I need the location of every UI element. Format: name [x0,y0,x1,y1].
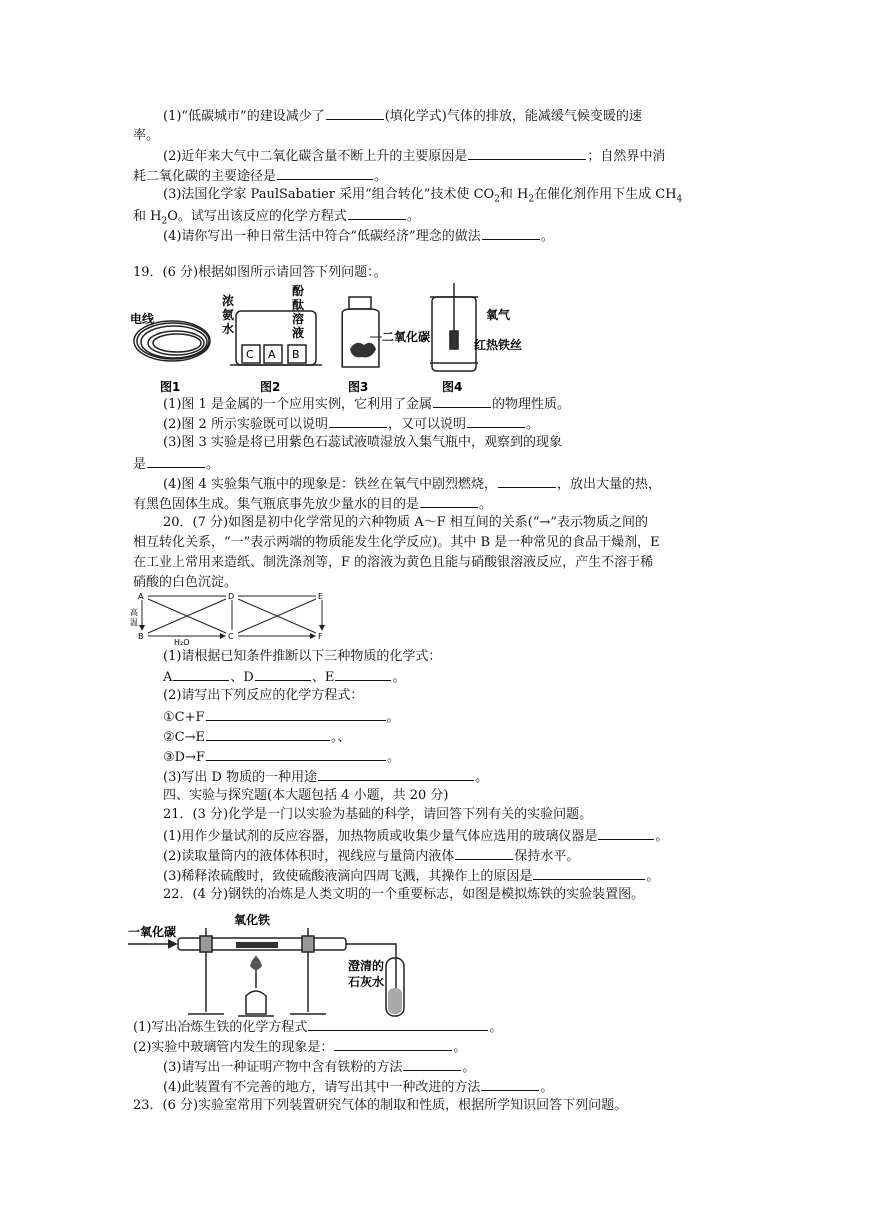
q19-part3-line1 [163,434,562,452]
q19-p4-text-b: ，放出大量的热， [556,477,661,492]
q21-p2-text-a: (2)读取量筒内的液体体积时，视线应与量筒内液体 [163,849,455,864]
section-4-heading [163,787,449,805]
q20-sub3 [163,767,488,787]
phenol-label-2: 酞 [292,298,305,312]
q20-text-3: 在工业上常用来造纸、制洗涤剂等，F 的溶液为黄色且能与硝酸银溶液反应，产生不溶于稀 [133,555,654,570]
flame [250,957,262,970]
fig1-caption: 图1 [160,380,181,394]
q23-title-text: 23．(6 分)实验室常用下列装置研究气体的制取和性质，根据所学知识回答下列问题。 [133,1098,628,1113]
q20-line3 [133,554,653,572]
answer-blank[interactable] [533,866,645,880]
q20-relation-diagram [130,590,335,646]
label-d: 、D [230,670,254,685]
answer-blank[interactable] [468,146,586,160]
q22-part4 [163,1077,553,1097]
q18-p2-text-a: (2)近年来大气中二氧化碳含量不断上升的主要原因是 [163,149,468,164]
node-c: C [228,632,234,641]
q19-p3-text-a: (3)图 3 实验是将已用紫色石蕊试液喷湿放入集气瓶中，观察到的现象 [163,435,562,450]
answer-blank-e[interactable] [335,667,391,681]
subscript: 2 [528,194,535,205]
answer-blank[interactable] [455,846,513,860]
q18-part2-line1 [163,146,665,166]
q19-p1-text-b: 的物理性质。 [491,397,570,412]
fig3-caption: 图3 [348,380,369,394]
q19-p4-text-d: 。 [479,497,493,512]
wire-label: 电线 [130,312,155,326]
limewater-label-1: 澄清的 [348,959,385,973]
alcohol-lamp [246,991,266,1014]
answer-blank[interactable] [318,767,474,781]
answer-blank[interactable] [147,454,205,468]
answer-blank[interactable] [334,1037,452,1051]
q19-part4-line2 [133,494,492,514]
answer-blank[interactable] [326,106,384,120]
q22-p3-text-b: 。 [462,1060,476,1075]
subscript: 4 [676,194,683,205]
q20-s3-text: (3)写出 D 物质的一种用途 [163,770,318,785]
q18-p3-text-d: 和 H [133,209,162,224]
q20-sub1-answers [163,667,405,687]
q19-p4-text-c: 有黑色固体生成。集气瓶底事先放少量水的目的是 [133,497,420,512]
q18-part2-line2 [133,166,387,186]
answer-blank[interactable] [329,414,387,428]
q21-part3 [163,866,659,886]
bell-jar-figure [230,311,322,365]
node-f: F [318,632,323,641]
q21-title-text: 21．(3 分)化学是一门以实验为基础的科学，请回答下列有关的实验问题。 [163,807,593,822]
q21-p1-text-b: 。 [655,829,669,844]
beaker-c-label: C [246,348,254,361]
phenol-label-3: 溶 [292,312,305,326]
q18-p3-text-c: 在催化剂作用下生成 CH [534,187,677,202]
co-label: 一氧化碳 [128,925,177,939]
q20-line2 [133,534,660,552]
reaction-2-label: ②C→E [163,730,205,745]
q21-part1 [163,826,668,846]
co2-label: 二氧化碳 [382,330,431,344]
q22-iron-smelting-apparatus [128,904,418,1022]
node-b: B [138,632,144,641]
q22-p2-text-a: (2)实验中玻璃管内发生的现象是： [133,1040,334,1055]
answer-blank[interactable] [467,414,525,428]
ammonia-label-2: 氨 [222,308,235,322]
q18-p3-text-e: O。试写出该反应的化学方程式 [167,209,347,224]
reaction-3-label: ③D→F [163,750,205,765]
label-e: 、E [311,670,335,685]
fig4-caption: 图4 [442,380,463,394]
q18-p1-text-b: (填化学式)气体的排放，能减缓气候变暖的速 [384,109,642,124]
period: 。 [392,670,406,685]
q18-p3-text-a: (3)法国化学家 PaulSabatier 采用“组合转化”技术使 CO [163,187,495,202]
node-a: A [138,592,144,601]
ammonia-label-3: 水 [222,322,235,336]
iron-oxide-label: 氧化铁 [234,913,271,927]
fig2-caption: 图2 [260,380,281,394]
q21-part2 [163,846,579,866]
answer-blank[interactable] [498,474,556,488]
period: 。、 [330,730,351,745]
q21-p2-text-b: 保持水平。 [514,849,580,864]
q19-title [133,264,387,282]
reaction-1-label: ①C+F [163,710,205,725]
q20-line1 [163,514,648,532]
combustion-jar-figure [430,283,478,371]
q20-s2-text: (2)请写出下列反应的化学方程式： [163,688,364,703]
clamp-right [302,936,314,952]
label-a: A [163,670,173,685]
q22-p1-text-a: (1)写出冶炼生铁的化学方程式 [133,1020,308,1035]
answer-blank[interactable] [482,226,540,240]
node-e: E [318,592,324,601]
answer-blank[interactable] [403,1057,461,1071]
wire-coil-figure [134,321,210,361]
q19-p2-text-b: ，又可以说明 [387,417,466,432]
phenol-label-4: 液 [292,326,305,340]
flower-shape [350,343,376,358]
q19-part4-line1 [163,474,661,494]
node-d: D [228,592,235,601]
subscript: 2 [494,194,500,205]
q18-p2-text-d: 。 [374,169,388,184]
q22-p4-text-b: 。 [540,1080,554,1095]
q22-p4-text-a: (4)此装置有不完善的地方，请写出其中一种改进的方法 [163,1080,481,1095]
q20-text-1: 20．(7 分)如图是初中化学常见的六种物质 A～F 相互间的关系(“→”表示物质之间的 [163,515,649,530]
section-4-text: 四、实验与探究题(本大题包括 4 小题，共 20 分) [163,788,449,803]
q22-part2 [133,1037,466,1057]
q22-p3-text-a: (3)请写出一种证明产物中含有铁粉的方法 [163,1060,403,1075]
q20-reaction2 [163,727,351,747]
clamp-left [200,936,212,952]
q19-p3-text-b: 是 [133,457,147,472]
q22-title [163,886,644,904]
q21-p3-text-b: 。 [646,869,660,884]
q22-p2-text-b: 。 [453,1040,467,1055]
q21-p3-text-a: (3)稀释浓硫酸时，致使硫酸液滴向四周飞溅，其操作上的原因是 [163,869,533,884]
q19-p1-text-a: (1)图 1 是金属的一个应用实例，它利用了金属 [163,397,432,412]
q20-s1-text: (1)请根据已知条件推断以下三种物质的化学式： [163,649,442,664]
q23-title [133,1097,627,1115]
q19-p2-text-c: 。 [525,417,539,432]
q19-p2-text-a: (2)图 2 所示实验既可以说明 [163,417,328,432]
subscript: 2 [161,216,168,227]
label-h2o: H₂O [174,638,190,646]
answer-blank-a[interactable] [173,667,229,681]
answer-blank-d[interactable] [255,667,311,681]
answer-blank[interactable] [420,494,478,508]
q20-reaction3 [163,747,400,767]
beaker-a-label: A [268,348,276,361]
q20-sub2 [163,687,363,705]
answer-blank[interactable] [206,707,386,721]
answer-blank[interactable] [206,747,386,761]
q19-p3-text-c: 。 [206,457,220,472]
answer-blank[interactable] [481,1077,539,1091]
q18-p2-text-b: ；自然界中消 [587,149,666,164]
q18-p1-text-a: (1)“低碳城市”的建设减少了 [163,109,325,124]
answer-blank[interactable] [433,394,491,408]
q18-p1-text-c: 率。 [133,128,160,143]
q21-p1-text-a: (1)用作少量试剂的反应容器，加热物质或收集少量气体应选用的玻璃仪器是 [163,829,598,844]
answer-blank[interactable] [348,206,406,220]
answer-blank[interactable] [598,826,654,840]
iron-wire-label: 红热铁丝 [474,338,523,352]
q18-part1-line1 [163,106,642,126]
limewater-label-2: 石灰水 [348,975,385,989]
q18-p3-text-f: 。 [406,209,420,224]
q18-part1-line2 [133,127,159,145]
oxygen-label: 氧气 [486,308,511,322]
q22-part1 [133,1017,502,1037]
q19-part1 [163,394,570,414]
q18-part4 [163,226,554,246]
q22-part3 [163,1057,475,1077]
phenol-label-1: 酚 [292,284,305,298]
q19-part3-line2 [133,454,219,474]
ammonia-label-1: 浓 [222,294,235,308]
period: 。 [475,770,489,785]
label-temp: 温 [130,618,138,627]
q20-sub1 [163,648,441,666]
answer-blank[interactable] [308,1017,488,1031]
q20-text-4: 硝酸的白色沉淀。 [133,575,238,590]
q19-figure [130,283,540,395]
label-high: 高 [130,608,138,617]
q21-title [163,806,592,824]
iron-oxide-powder [236,942,278,948]
limewater [388,988,402,1014]
arrowhead [168,940,176,948]
answer-blank[interactable] [206,727,330,741]
q18-p3-text-b: 和 H [499,187,529,202]
q19-p4-text-a: (4)图 4 实验集气瓶中的现象是：铁丝在氧气中剧烈燃烧， [163,477,497,492]
q18-p4-text-a: (4)请你写出一种日常生活中符合“低碳经济”理念的做法 [163,229,481,244]
q22-title-text: 22．(4 分)钢铁的冶炼是人类文明的一个重要标志，如图是模拟炼铁的实验装置图。 [163,887,645,902]
beaker-b-label: B [292,348,300,361]
period: 。 [387,750,401,765]
q20-reaction1 [163,707,400,727]
q18-p4-text-b: 。 [540,229,554,244]
q18-p2-text-c: 耗二氧化碳的主要途径是 [133,169,277,184]
answer-blank[interactable] [277,166,373,180]
q20-text-2: 相互转化关系，“一”表示两端的物质能发生化学反应)。其中 B 是一种常见的食品干燥剂，E [133,535,660,550]
q22-p1-text-b: 。 [489,1020,503,1035]
q19-part2 [163,414,539,434]
period: 。 [386,710,400,725]
q19-title-text: 19．(6 分)根据如图所示请回答下列问题：。 [133,265,387,280]
